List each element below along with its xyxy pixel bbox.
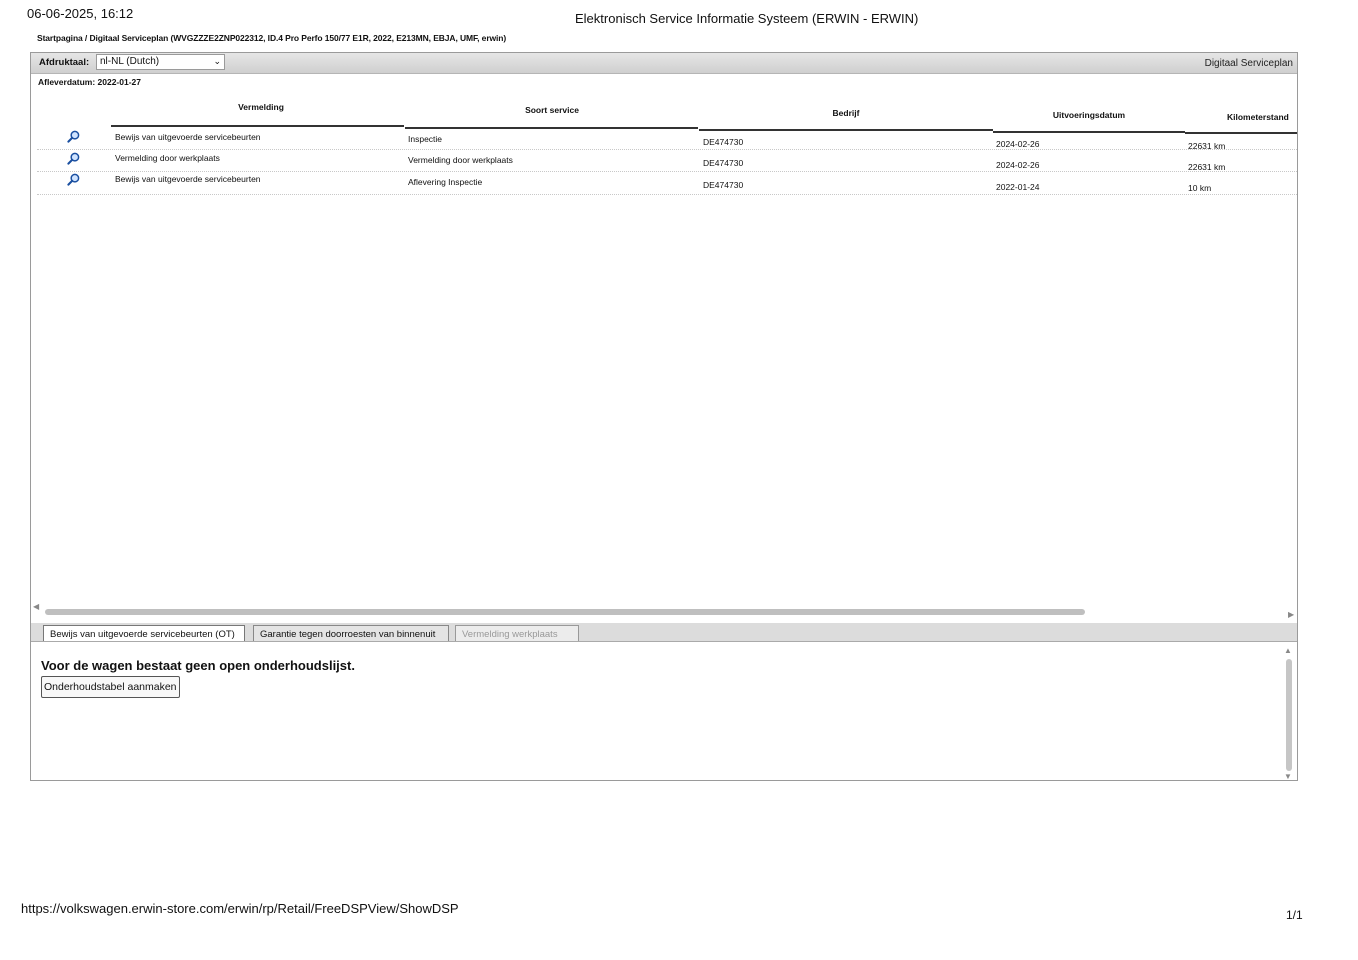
col-header-vermelding[interactable]: Vermelding: [238, 102, 284, 112]
header-rule: [405, 127, 698, 129]
create-maintenance-table-button[interactable]: Onderhoudstabel aanmaken: [41, 676, 180, 698]
cell-vermelding: Vermelding door werkplaats: [115, 153, 220, 163]
row-divider: [37, 194, 1297, 196]
cell-soort-service: Inspectie: [408, 134, 443, 144]
header-rule: [1185, 132, 1297, 134]
col-header-uitvoeringsdatum[interactable]: Uitvoeringsdatum: [1052, 110, 1126, 120]
page-url: https://volkswagen.erwin-store.com/erwin/rp/Retail/FreeDSPView/ShowDSP: [21, 901, 459, 916]
print-date: 06-06-2025, 16:12: [27, 6, 134, 21]
header-rule: [111, 125, 404, 127]
cell-kilometerstand: 22631 km: [1188, 141, 1226, 151]
cell-uitvoeringsdatum: 2022-01-24: [996, 182, 1040, 192]
header-rule: [993, 131, 1185, 133]
scroll-up-arrow-icon[interactable]: ▲: [1284, 646, 1292, 655]
col-header-soort-service[interactable]: Soort service: [525, 105, 579, 115]
cell-bedrijf: DE474730: [703, 180, 744, 190]
digital-serviceplan-label: Digitaal Serviceplan: [1204, 58, 1293, 69]
scroll-right-arrow-icon[interactable]: ▶: [1288, 610, 1295, 619]
cell-kilometerstand: 22631 km: [1188, 162, 1226, 172]
cell-soort-service: Vermelding door werkplaats: [408, 155, 513, 165]
vertical-scrollbar[interactable]: [1286, 659, 1292, 771]
language-label: Afdruktaal:: [39, 57, 90, 68]
magnifier-icon[interactable]: [67, 152, 80, 165]
magnifier-icon[interactable]: [67, 173, 80, 186]
cell-uitvoeringsdatum: 2024-02-26: [996, 139, 1040, 149]
language-select[interactable]: [96, 54, 225, 70]
print-title: Elektronisch Service Informatie Systeem (ERWIN - ERWIN): [575, 11, 919, 26]
magnifier-icon[interactable]: [67, 130, 80, 143]
scroll-down-arrow-icon[interactable]: ▼: [1284, 772, 1292, 781]
no-maintenance-list-message: Voor de wagen bestaat geen open onderhoudslijst.: [41, 658, 355, 673]
tab-garantie-doorroesten[interactable]: Garantie tegen doorroesten van binnenuit: [253, 625, 449, 641]
tab-servicebeurten[interactable]: Bewijs van uitgevoerde servicebeurten (OT): [43, 625, 245, 641]
delivery-date: Afleverdatum: 2022-01-27: [38, 77, 141, 87]
language-select-value: nl-NL (Dutch): [100, 56, 160, 67]
row-divider: [37, 171, 1297, 173]
cell-uitvoeringsdatum: 2024-02-26: [996, 160, 1040, 170]
col-header-bedrijf[interactable]: Bedrijf: [832, 108, 860, 118]
service-plan-frame: [30, 52, 1298, 781]
row-divider: [37, 149, 1297, 151]
scroll-left-arrow-icon[interactable]: ◀: [33, 602, 40, 611]
cell-soort-service: Aflevering Inspectie: [408, 177, 483, 187]
col-header-kilometerstand[interactable]: Kilometerstand: [1227, 112, 1289, 122]
page-number: 1/1: [1286, 908, 1303, 922]
cell-kilometerstand: 10 km: [1188, 183, 1212, 193]
cell-bedrijf: DE474730: [703, 158, 744, 168]
tab-bar: [31, 623, 1297, 642]
breadcrumb[interactable]: Startpagina / Digitaal Serviceplan (WVGZZZE2ZNP022312, ID.4 Pro Perfo 150/77 E1R, 2022, E213MN, EBJA, UMF, erwin): [37, 33, 507, 43]
toolbar: [31, 53, 1297, 74]
cell-vermelding: Bewijs van uitgevoerde servicebeurten: [115, 132, 261, 142]
header-rule: [699, 129, 993, 131]
chevron-down-icon: ⌄: [213, 56, 221, 66]
horizontal-scrollbar[interactable]: [45, 609, 1085, 615]
tab-vermelding-werkplaats[interactable]: Vermelding werkplaats: [455, 625, 579, 641]
cell-bedrijf: DE474730: [703, 137, 744, 147]
cell-vermelding: Bewijs van uitgevoerde servicebeurten: [115, 174, 261, 184]
